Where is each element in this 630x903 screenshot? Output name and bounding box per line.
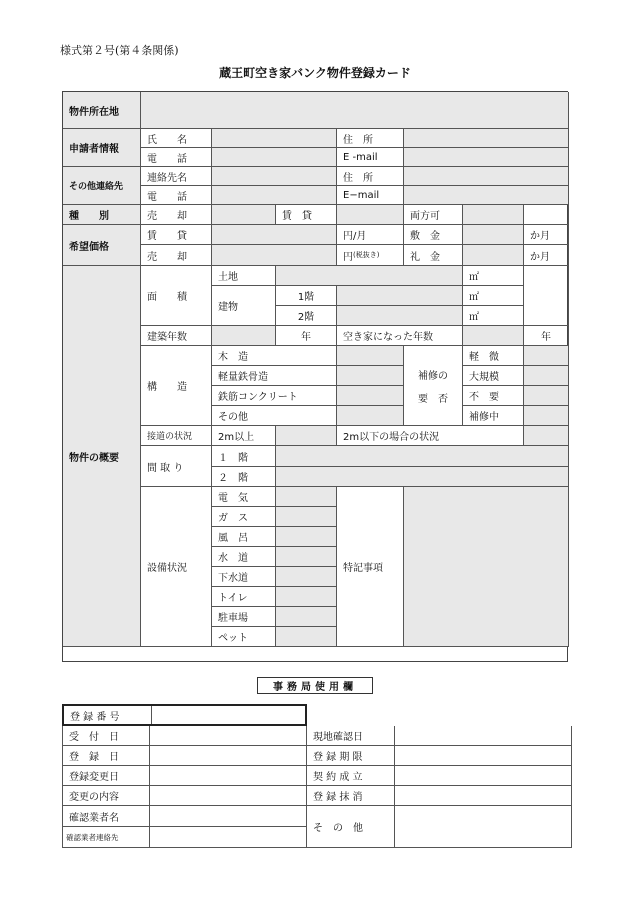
yen-tax-label	[337, 245, 404, 266]
layout-f2-label: ２ 階	[212, 467, 276, 487]
checker-contact-field[interactable]	[150, 827, 307, 848]
changed-label: 登録変更日	[62, 766, 150, 786]
type-blank	[524, 205, 569, 225]
tax-note: (税抜き)	[353, 251, 380, 259]
site-check-label: 現地確認日	[307, 726, 395, 746]
sewer-label: 下水道	[212, 567, 276, 587]
office-use-title: 事務局使用欄	[257, 677, 373, 694]
phone-label: 電 話	[141, 148, 212, 167]
deadline-label: 登 録 期 限	[307, 746, 395, 766]
toilet-label: トイレ	[212, 587, 276, 607]
received-field[interactable]	[150, 726, 307, 746]
contact-name-field[interactable]	[212, 167, 337, 186]
facilities-label: 設備状況	[141, 487, 212, 647]
land-field[interactable]	[276, 266, 463, 286]
building-label: 建物	[212, 286, 276, 326]
form-number: 様式第２号(第４条関係)	[60, 44, 179, 57]
layout-f2-field[interactable]	[276, 467, 569, 487]
deposit-field[interactable]	[463, 225, 524, 245]
sale-price-field[interactable]	[212, 245, 337, 266]
gas-field[interactable]	[276, 507, 337, 527]
months2-label: か月	[524, 245, 569, 266]
vacant-years-label: 空き家になった年数	[337, 326, 463, 346]
applicant-label: 申請者情報	[63, 129, 141, 167]
location-label: 物件所在地	[63, 92, 141, 129]
registration-table	[62, 91, 568, 662]
wood-option: 木 造	[212, 346, 337, 366]
sqm1: ㎡	[463, 266, 524, 286]
phone2-label: 電 話	[141, 186, 212, 205]
email-field[interactable]	[404, 148, 569, 167]
electric-label: 電 気	[212, 487, 276, 507]
repair-need-label	[404, 346, 463, 426]
parking-field[interactable]	[276, 607, 337, 627]
layout-label: 間 取 り	[141, 446, 212, 487]
rent-label: 賃 貸	[141, 225, 212, 245]
floor1-label: 1階	[276, 286, 337, 306]
deadline-field[interactable]	[395, 746, 572, 766]
site-check-field[interactable]	[395, 726, 572, 746]
wood-check[interactable]	[337, 346, 404, 366]
contact-name-label: 連絡先名	[141, 167, 212, 186]
special-field[interactable]	[404, 487, 569, 647]
repair-need-line1: 補修の	[418, 370, 448, 382]
other-field[interactable]	[395, 806, 572, 848]
area-label: 面 積	[141, 266, 212, 326]
sale-option: 売 却	[141, 205, 212, 225]
received-label: 受 付 日	[62, 726, 150, 746]
over2m-option: 2m以上	[212, 426, 276, 446]
address2-field[interactable]	[404, 167, 569, 186]
repairing-option: 補修中	[463, 406, 524, 426]
bath-field[interactable]	[276, 527, 337, 547]
build-year-label: 建築年数	[141, 326, 212, 346]
gas-label: ガ ス	[212, 507, 276, 527]
name-label: 氏 名	[141, 129, 212, 148]
other-struct-check[interactable]	[337, 406, 404, 426]
address-label: 住 所	[337, 129, 404, 148]
layout-f1-label: １ 階	[212, 446, 276, 467]
checker-label: 確認業者名	[62, 806, 150, 827]
both-check[interactable]	[463, 205, 524, 225]
months1-label: か月	[524, 225, 569, 245]
unneeded-option: 不 要	[463, 386, 524, 406]
vacant-years-field[interactable]	[463, 326, 524, 346]
structure-label: 構 造	[141, 346, 212, 426]
reg-no-spacer	[307, 704, 572, 726]
build-year-field[interactable]	[212, 326, 276, 346]
water-field[interactable]	[276, 547, 337, 567]
floor2-label: 2階	[276, 306, 337, 326]
special-label: 特記事項	[337, 487, 404, 647]
key-money-field[interactable]	[463, 245, 524, 266]
reg-no-label: 登 録 番 号	[64, 706, 152, 724]
toilet-field[interactable]	[276, 587, 337, 607]
over2m-check[interactable]	[276, 426, 337, 446]
area-blank	[524, 266, 569, 326]
lease-check[interactable]	[337, 205, 404, 225]
erased-field[interactable]	[395, 786, 572, 806]
key-money-label: 礼 金	[404, 245, 463, 266]
address2-label: 住 所	[337, 167, 404, 186]
type-label: 種 別	[63, 205, 141, 225]
sqm2: ㎡	[463, 286, 524, 306]
under2m-field[interactable]	[524, 426, 569, 446]
minor-option: 軽 微	[463, 346, 524, 366]
price-label: 希望価格	[63, 225, 141, 266]
document-title: 蔵王町空き家バンク物件登録カード	[219, 66, 411, 80]
bath-label: 風 呂	[212, 527, 276, 547]
minor-check[interactable]	[524, 346, 569, 366]
email2-field[interactable]	[404, 186, 569, 205]
sewer-field[interactable]	[276, 567, 337, 587]
sale-price-label: 売 却	[141, 245, 212, 266]
road-label: 接道の状況	[141, 426, 212, 446]
yen-label: 円	[343, 251, 353, 263]
major-check[interactable]	[524, 366, 569, 386]
light-steel-check[interactable]	[337, 366, 404, 386]
sale-check[interactable]	[212, 205, 276, 225]
repairing-check[interactable]	[524, 406, 569, 426]
other-contact-label: その他連絡先	[63, 167, 141, 205]
land-label: 土地	[212, 266, 276, 286]
floor2-field[interactable]	[337, 306, 463, 326]
under2m-label: 2m以下の場合の状況	[337, 426, 524, 446]
contract-field[interactable]	[395, 766, 572, 786]
other-label: そ の 他	[307, 806, 395, 848]
repair-need-line2: 要 否	[418, 393, 448, 405]
year2-label: 年	[524, 326, 569, 346]
unneeded-check[interactable]	[524, 386, 569, 406]
electric-field[interactable]	[276, 487, 337, 507]
year1-label: 年	[276, 326, 337, 346]
light-steel-option: 軽量鉄骨造	[212, 366, 337, 386]
checker-field[interactable]	[150, 806, 307, 827]
rc-check[interactable]	[337, 386, 404, 406]
change-detail-label: 変更の内容	[62, 786, 150, 806]
water-label: 水 道	[212, 547, 276, 567]
lease-option: 賃 貸	[276, 205, 337, 225]
registered-field[interactable]	[150, 746, 307, 766]
name-field[interactable]	[212, 129, 337, 148]
sqm3: ㎡	[463, 306, 524, 326]
contract-label: 契 約 成 立	[307, 766, 395, 786]
erased-label: 登 録 抹 消	[307, 786, 395, 806]
deposit-label: 敷 金	[404, 225, 463, 245]
other-struct-option: その他	[212, 406, 337, 426]
major-option: 大規模	[463, 366, 524, 386]
rent-field[interactable]	[212, 225, 337, 245]
phone-field[interactable]	[212, 148, 337, 167]
address-field[interactable]	[404, 129, 569, 148]
office-table	[62, 704, 572, 848]
pet-field[interactable]	[276, 627, 337, 647]
pet-label: ペット	[212, 627, 276, 647]
changed-field[interactable]	[150, 766, 307, 786]
yen-month-label: 円/月	[337, 225, 404, 245]
email2-label: E−mail	[337, 186, 404, 205]
reg-no-box	[62, 704, 307, 726]
location-field[interactable]	[141, 92, 569, 129]
email-label: E -mail	[337, 148, 404, 167]
checker-contact-label: 確認業者連絡先	[62, 827, 150, 848]
layout-f1-field[interactable]	[276, 446, 569, 467]
parking-label: 駐車場	[212, 607, 276, 627]
change-detail-field[interactable]	[150, 786, 307, 806]
rc-option: 鉄筋コンクリート	[212, 386, 337, 406]
both-option: 両方可	[404, 205, 463, 225]
phone2-field[interactable]	[212, 186, 337, 205]
registered-label: 登 録 日	[62, 746, 150, 766]
floor1-field[interactable]	[337, 286, 463, 306]
overview-label: 物件の概要	[63, 266, 141, 647]
